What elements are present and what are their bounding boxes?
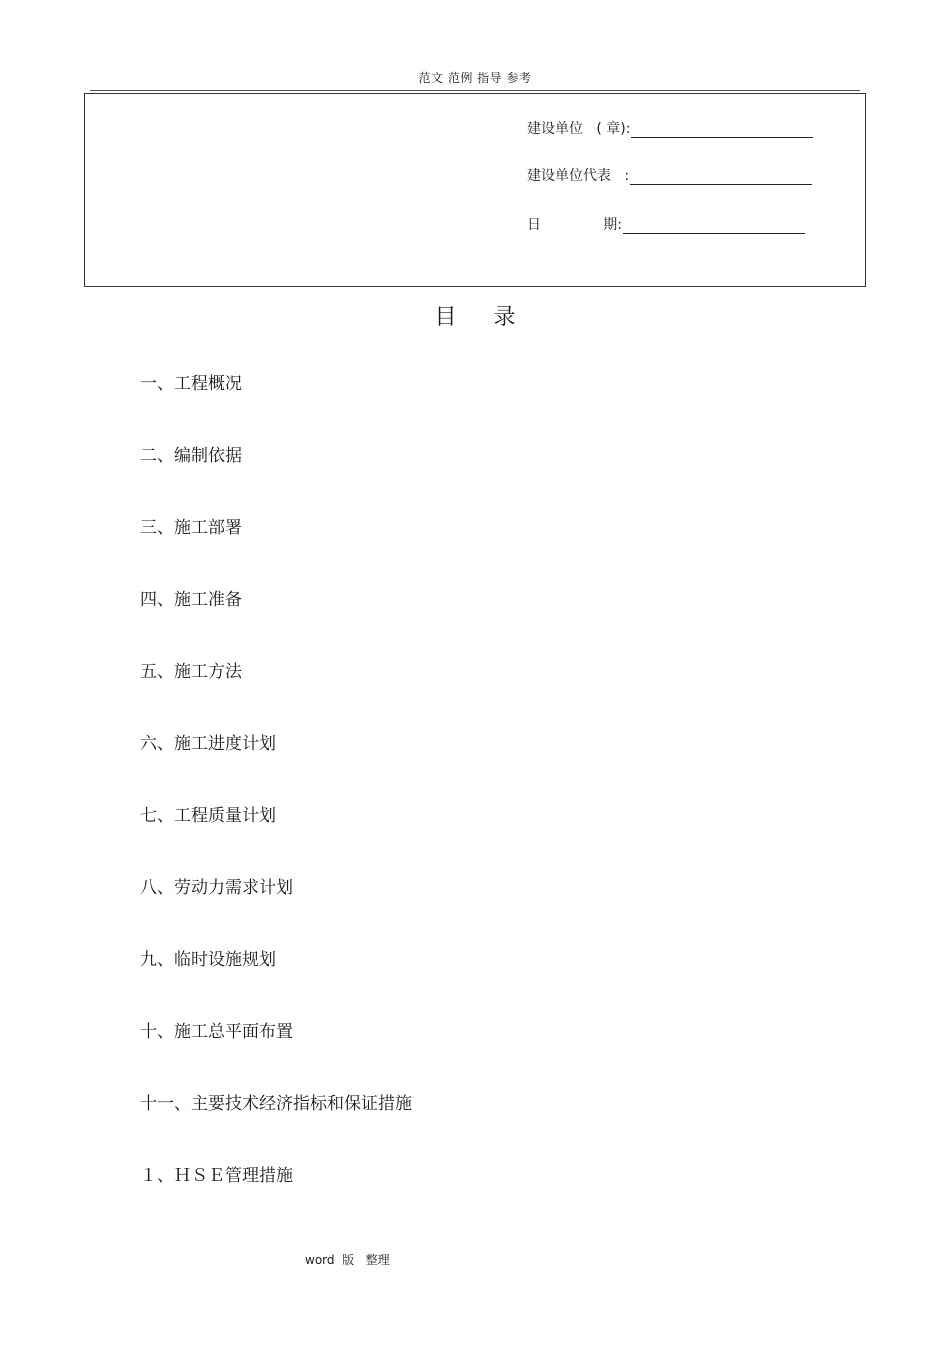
unit-representative-line [630,167,812,185]
page-header: 范文 范例 指导 参考 [418,71,532,85]
toc-item: 十、施工总平面布置 [140,1022,293,1042]
toc-item: 一、工程概况 [140,374,242,394]
page-footer: word 版 整理 [305,1253,390,1267]
toc-item: 八、劳动力需求计划 [140,878,293,898]
unit-representative-label: 建设单位代表 : [527,168,630,184]
toc-list [140,373,412,1237]
toc-item: １、ＨＳＥ管理措施 [140,1166,293,1186]
toc-item: 七、工程质量计划 [140,806,276,826]
date-label: 日 期: [527,217,623,233]
toc-item: 三、施工部署 [140,518,242,538]
date-row [527,214,805,234]
toc-item: 四、施工准备 [140,590,242,610]
toc-item: 九、临时设施规划 [140,950,276,970]
toc-item: 六、施工进度计划 [140,734,276,754]
toc-item: 五、施工方法 [140,662,242,682]
signature-box [84,93,866,287]
date-line [623,216,805,234]
toc-title-right: 录 [493,305,516,330]
toc-title [0,300,950,331]
construction-unit-label: 建设单位 ( 章): [527,121,631,137]
toc-item: 二、编制依据 [140,446,242,466]
header-rule [90,90,860,91]
toc-title-left: 目 [434,305,457,330]
construction-unit-line [631,120,813,138]
toc-item: 十一、主要技术经济指标和保证措施 [140,1094,412,1114]
construction-unit-row [527,118,813,138]
unit-representative-row [527,165,812,185]
